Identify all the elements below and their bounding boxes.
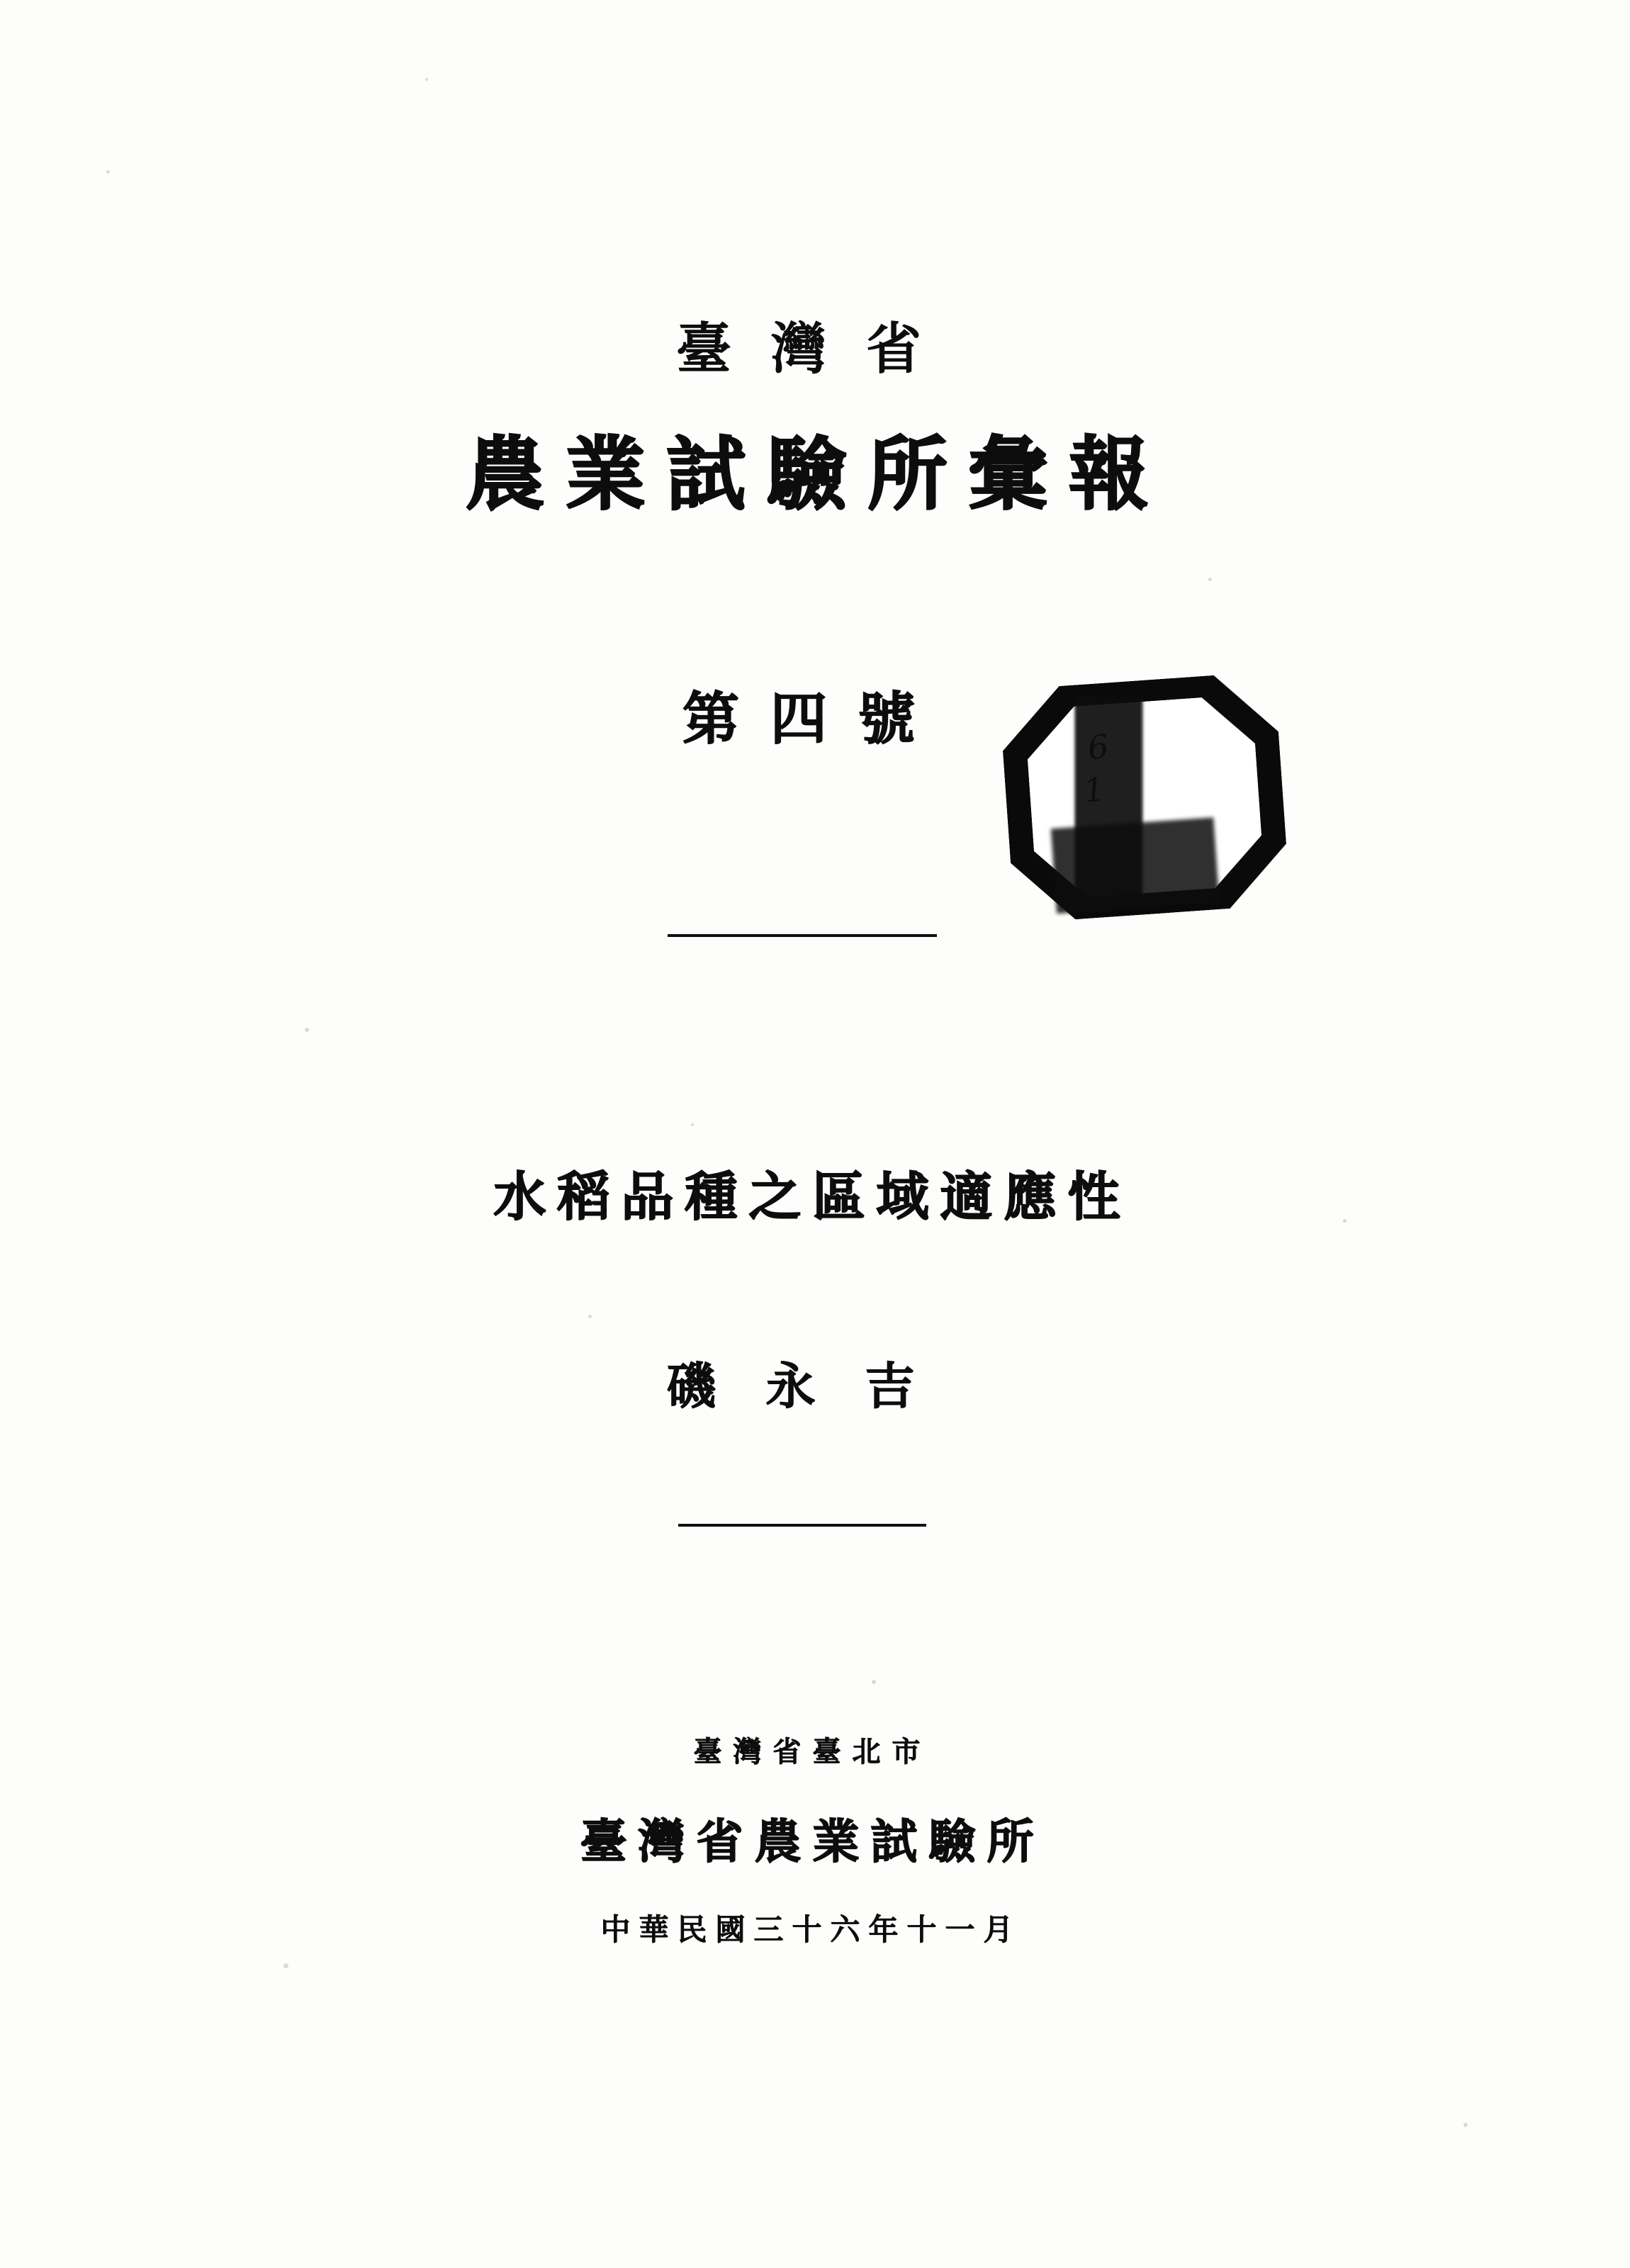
- divider-rule-top: [668, 934, 937, 937]
- article-title: 水稻品種之區域適應性: [493, 1167, 1132, 1228]
- imprint-date: 中華民國三十六年十一月: [600, 1912, 1022, 1947]
- issue-number: 第四號: [682, 686, 946, 752]
- divider-rule-bottom: [678, 1524, 926, 1527]
- journal-title: 農業試驗所彙報: [465, 429, 1170, 521]
- imprint-organization: 臺灣省農業試驗所: [580, 1814, 1045, 1869]
- library-stamp-icon: [999, 671, 1291, 924]
- imprint-city: 臺灣省臺北市: [693, 1736, 932, 1768]
- publisher-line: 臺灣省: [675, 318, 962, 381]
- stamp-ink-smudge: [1051, 817, 1220, 914]
- author-name: 磯永吉: [666, 1357, 965, 1415]
